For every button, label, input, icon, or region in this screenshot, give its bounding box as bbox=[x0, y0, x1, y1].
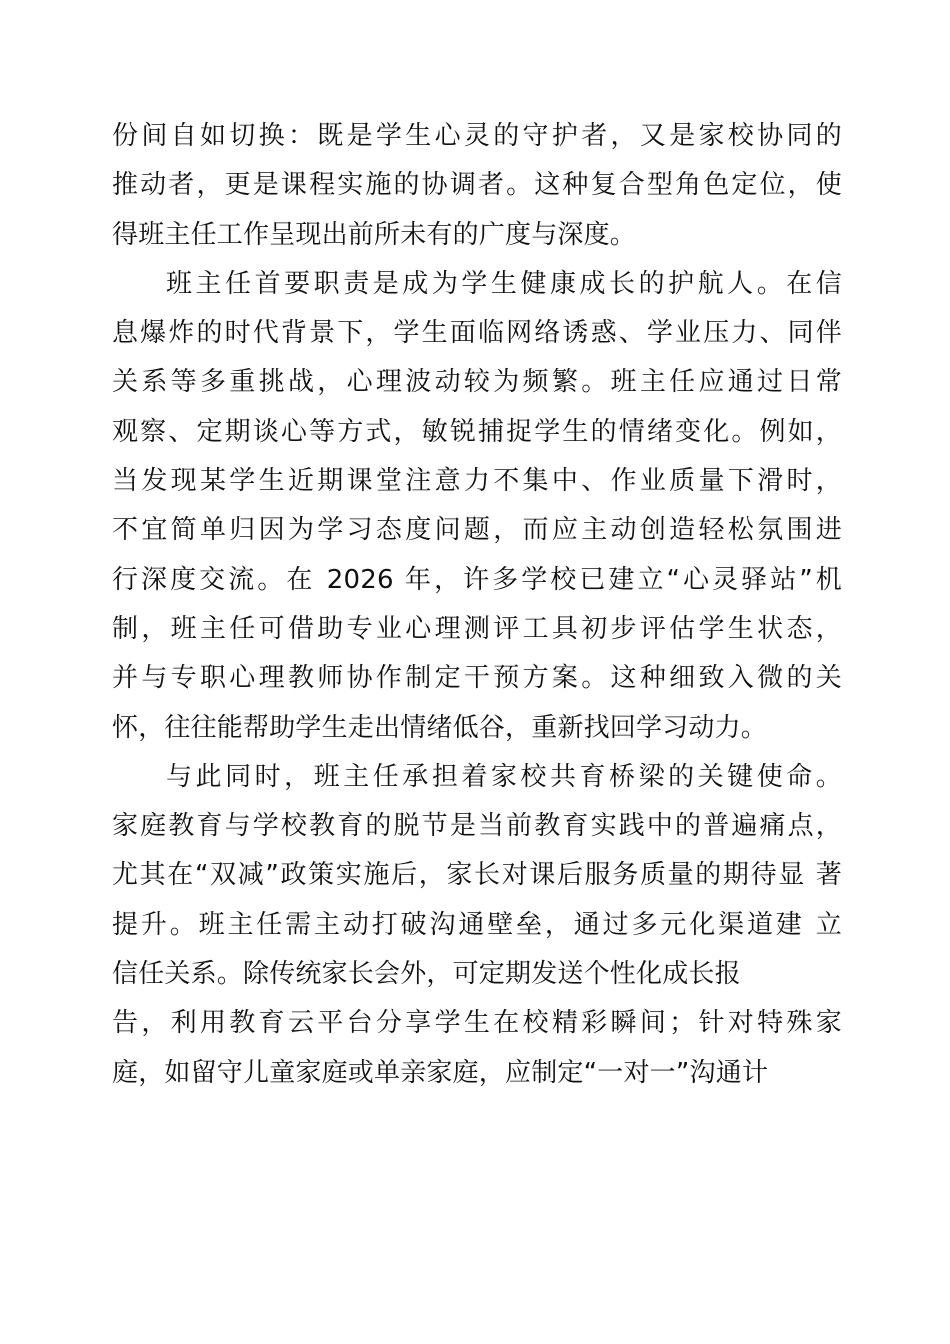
text-line: 信任关系。除传统家长会外，可定期发送个性化成长报 bbox=[112, 959, 741, 990]
paragraph-first-line: 班主任首要职责是成为学生健康成长的护航人。在信 bbox=[166, 268, 842, 299]
text-line: 关系等多重挑战，心理波动较为频繁。班主任应通过日常 bbox=[112, 367, 842, 398]
text-line: 不宜简单归因为学习态度问题，而应主动创造轻松氛围进 bbox=[112, 515, 842, 546]
text-line: 份间自如切换：既是学生心灵的守护者，又是家校协同的 bbox=[112, 121, 842, 151]
text-line: 制，班主任可借助专业心理测评工具初步评估学生状态， bbox=[112, 613, 842, 644]
body-text bbox=[112, 112, 842, 1098]
text-line: 提升。班主任需主动打破沟通壁垒，通过多元化渠道建 立 bbox=[112, 909, 842, 940]
text-line: 行深度交流。在 2026 年，许多学校已建立“心灵驿站”机 bbox=[112, 564, 842, 595]
text-line: 庭，如留守儿童家庭或单亲家庭，应制定“一对一”沟通计 bbox=[112, 1057, 769, 1088]
text-line: 怀，往往能帮助学生走出情绪低谷，重新找回学习动力。 bbox=[112, 712, 768, 743]
paragraph-first-line: 与此同时，班主任承担着家校共育桥梁的关键使命。 bbox=[166, 761, 842, 792]
text-line: 并与专职心理教师协作制定干预方案。这种细致入微的关 bbox=[112, 663, 842, 694]
text-line: 息爆炸的时代背景下，学生面临网络诱惑、学业压力、同伴 bbox=[112, 318, 842, 349]
text-line: 告，利用教育云平台分享学生在校精彩瞬间；针对特殊家 bbox=[112, 1008, 842, 1039]
text-line: 家庭教育与学校教育的脱节是当前教育实践中的普遍痛点， bbox=[112, 811, 842, 842]
text-line: 观察、定期谈心等方式，敏锐捕捉学生的情绪变化。例如， bbox=[112, 416, 842, 447]
text-line: 当发现某学生近期课堂注意力不集中、作业质量下滑时， bbox=[112, 466, 842, 497]
text-line: 尤其在“双减”政策实施后，家长对课后服务质量的期待显 著 bbox=[112, 860, 842, 891]
text-line: 推动者，更是课程实施的协调者。这种复合型角色定位，使 bbox=[112, 170, 842, 201]
text-line: 得班主任工作呈现出前所未有的广度与深度。 bbox=[112, 219, 637, 250]
